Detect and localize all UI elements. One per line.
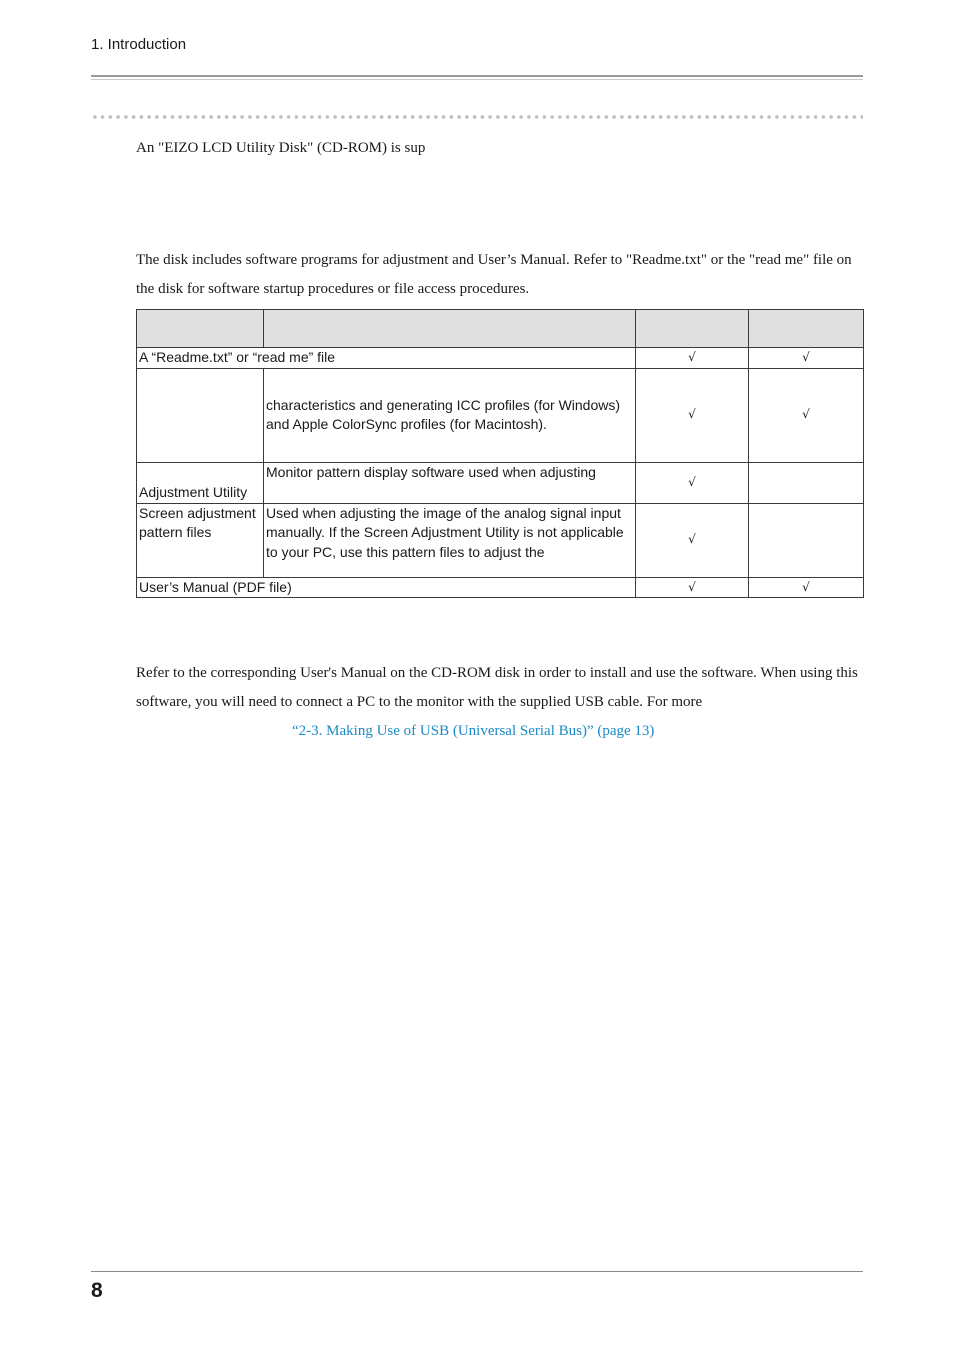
table-cell-desc: characteristics and generating ICC profiles (for Windows) and Apple ColorSync profiles (for Macintosh). bbox=[264, 368, 636, 462]
dotted-divider bbox=[91, 114, 863, 120]
table-cell-check: √ bbox=[749, 348, 864, 369]
table-header-row bbox=[137, 310, 864, 348]
table-cell-check: √ bbox=[636, 503, 749, 577]
table-cell-name: Screen adjustment pattern files bbox=[137, 503, 264, 577]
table-cell-desc: Used when adjusting the image of the analog signal input manually. If the Screen Adjustment Utility is not applicable to your PC, use this pattern files to adjust the bbox=[264, 503, 636, 577]
table-cell-check: √ bbox=[636, 462, 749, 503]
intro-paragraph: An "EIZO LCD Utility Disk" (CD-ROM) is sup bbox=[136, 140, 426, 156]
usb-reference-link[interactable]: “2-3. Making Use of USB (Universal Serial Bus)” (page 13) bbox=[292, 723, 655, 739]
footer-divider bbox=[91, 1271, 863, 1272]
table-cell-check: √ bbox=[636, 368, 749, 462]
table-row bbox=[137, 577, 864, 598]
table-row bbox=[137, 348, 864, 369]
table-row bbox=[137, 462, 864, 503]
description-paragraph: The disk includes software programs for adjustment and User’s Manual. Refer to "Readme.txt" or the "read me" file on the disk for software startup procedures or file access procedures. bbox=[136, 252, 852, 297]
software-table bbox=[136, 309, 864, 598]
section-header: 1. Introduction bbox=[91, 36, 187, 53]
header-divider bbox=[91, 75, 863, 77]
table-cell-check: √ bbox=[636, 577, 749, 598]
install-paragraph: Refer to the corresponding User's Manual on the CD-ROM disk in order to install and use the software. When using this software, you will need to connect a PC to the monitor with the supplied USB cable. For more bbox=[136, 665, 858, 710]
table-cell-check: √ bbox=[636, 348, 749, 369]
table-cell-check: √ bbox=[749, 368, 864, 462]
table-cell-name: User’s Manual (PDF file) bbox=[137, 577, 636, 598]
table-cell-desc: Monitor pattern display software used when adjusting bbox=[264, 462, 636, 503]
table-header-cell bbox=[749, 310, 864, 348]
table-cell-name: Adjustment Utility bbox=[137, 462, 264, 503]
table-cell-check bbox=[749, 503, 864, 577]
table-header-cell bbox=[137, 310, 264, 348]
page-number: 8 bbox=[91, 1279, 103, 1302]
table-cell-check: √ bbox=[749, 577, 864, 598]
table-cell-name: A “Readme.txt” or “read me” file bbox=[137, 348, 636, 369]
table-header-cell bbox=[264, 310, 636, 348]
table-row bbox=[137, 368, 864, 462]
table-cell-name bbox=[137, 368, 264, 462]
table-header-cell bbox=[636, 310, 749, 348]
table-cell-check bbox=[749, 462, 864, 503]
table-row bbox=[137, 503, 864, 577]
